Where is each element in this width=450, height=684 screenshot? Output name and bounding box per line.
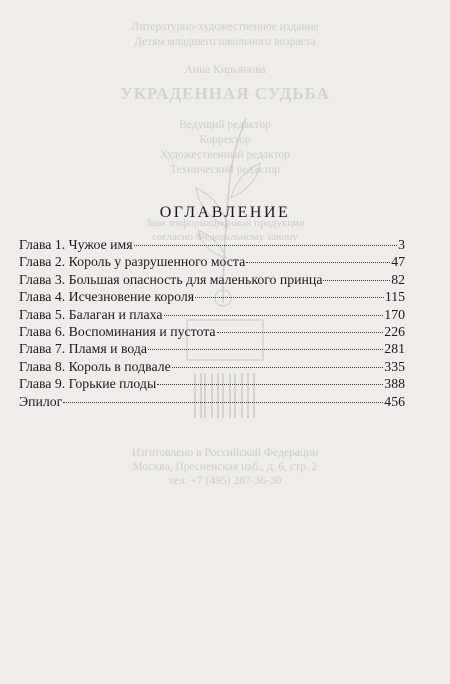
dot-leader [323, 280, 390, 281]
toc-entry-page: 281 [384, 341, 405, 357]
toc-entry-title: Глава 3. Большая опасность для маленького принца [19, 271, 323, 287]
bleed-through-age-mark: Знак информационной продукции согласно Федеральному закону [145, 217, 305, 243]
toc-entry [19, 393, 405, 410]
toc-entry [19, 358, 405, 375]
toc-entry-page: 335 [384, 358, 405, 374]
toc-entry [19, 288, 405, 305]
bleed-through-header: Литературно-художественное издание Детям младшего школьного возраста [131, 21, 319, 48]
toc-entry [19, 375, 405, 392]
dot-leader [63, 402, 383, 403]
toc-entry [19, 323, 405, 340]
dot-leader [217, 332, 384, 333]
toc-entry [19, 340, 405, 357]
toc-entry-page: 170 [384, 306, 405, 322]
dot-leader [134, 245, 397, 246]
toc-entry-title: Глава 1. Чужое имя [19, 237, 133, 252]
dot-leader [157, 384, 383, 385]
toc-entry-page: 388 [384, 376, 405, 392]
toc-entry [19, 306, 405, 323]
toc-entry-title: Глава 9. Горькие плоды [19, 376, 157, 392]
dot-leader [246, 262, 390, 263]
toc-heading: ОГЛАВЛЕНИЕ [159, 204, 291, 221]
toc-entry-title: Глава 5. Балаган и плаха [19, 306, 163, 322]
dot-leader [172, 367, 384, 368]
toc-entry-title: Глава 4. Исчезновение короля [19, 289, 195, 305]
toc-entry-title: Глава 6. Воспоминания и пустота [19, 323, 216, 339]
bleed-through-credits: Ведущий редактор Корректор Художественный редактор Технический редактор [160, 119, 290, 176]
toc-entry-page: 3 [398, 237, 405, 252]
toc-entry-title: Эпилог [19, 393, 63, 409]
dot-leader [195, 297, 384, 298]
toc-entry-title: Глава 7. Пламя и вода [19, 341, 148, 357]
toc-list [19, 236, 405, 410]
toc-entry-title: Глава 2. Король у разрушенного моста [19, 254, 246, 270]
toc-entry-page: 47 [391, 254, 405, 270]
bleed-through-imprint: Изготовлено в Российской Федерации Москва, Пресненская наб., д. 6, стр. 2 тел. +7 (495) 287-36-30 [131, 447, 319, 487]
toc-entry-page: 115 [384, 289, 405, 305]
dot-leader [164, 315, 384, 316]
toc-entry-page: 456 [384, 393, 405, 409]
bleed-through-author: Анна Кирьянова [184, 64, 266, 76]
toc-entry [19, 271, 405, 288]
toc-entry [19, 253, 405, 270]
toc-entry-page: 226 [384, 323, 405, 339]
toc-entry-title: Глава 8. Король в подвале [19, 358, 171, 374]
dot-leader [148, 349, 383, 350]
toc-entry [19, 236, 405, 253]
bleed-through-title: УКРАДЕННАЯ СУДЬБА [120, 84, 330, 103]
toc-entry-page: 82 [391, 271, 405, 287]
